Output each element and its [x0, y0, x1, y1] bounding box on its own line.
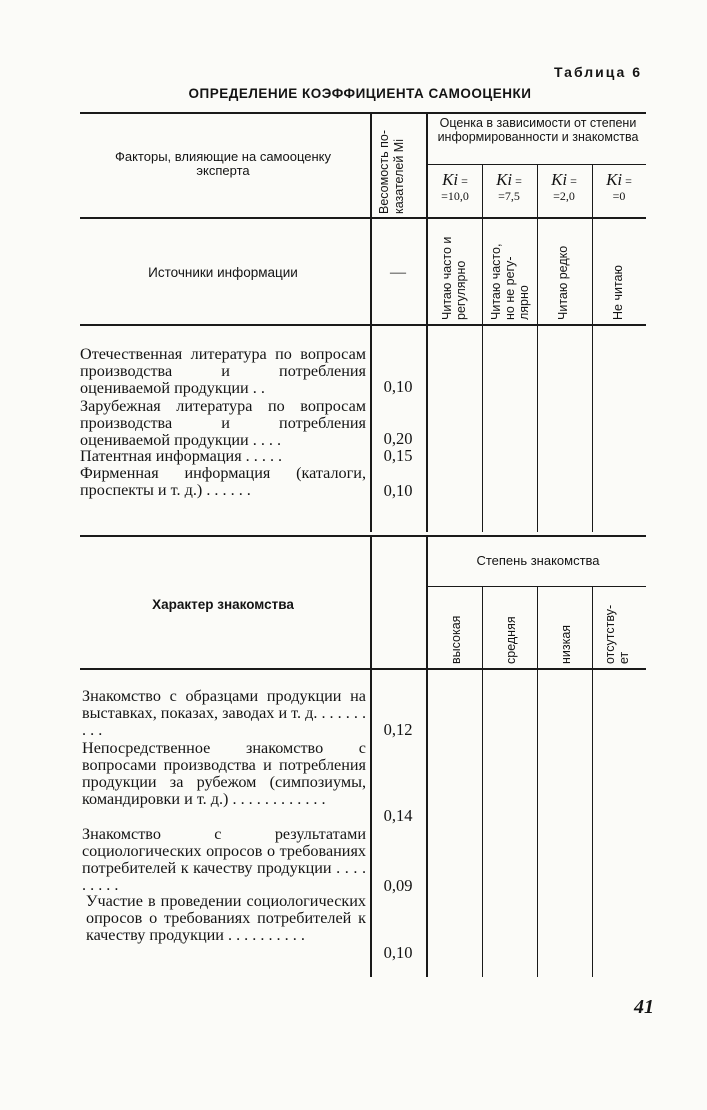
section1-title: Источники информации — [148, 265, 298, 280]
section1-label-4: Не читаю — [611, 265, 625, 320]
acquaintance-row-text: Знакомство с образцами продукции на выставках, показах, заводах и т. д. . . . . . . . . . — [82, 687, 366, 739]
source-row-weight: 0,20 — [383, 429, 413, 448]
source-row-text: Отечественная литература по вопросам производства и потребления оцениваемой продукции . . — [80, 345, 366, 397]
table-title: ОПРЕДЕЛЕНИЕ КОЭФФИЦИЕНТА САМООЦЕНКИ — [188, 86, 532, 101]
page-number: 41 — [634, 996, 654, 1018]
section1-label-3: Читаю редко — [556, 245, 570, 320]
section2-label-3: низкая — [559, 624, 573, 664]
k-value-4: Ki = =0 — [606, 170, 632, 203]
acquaintance-row-text: Непосредственное знакомство с вопросами производства и потребления продукции за рубежом (симпозиумы, командировки и т. д.) . . . . . . . . . . . . — [82, 739, 366, 808]
section2-title: Характер знакомства — [152, 597, 294, 612]
source-row-weight: 0,10 — [383, 377, 413, 396]
acquaintance-row-weight: 0,10 — [383, 943, 413, 962]
k-value-1: Ki = =10,0 — [441, 170, 469, 203]
factors-header: Факторы, влияющие на самооценку эксперта — [114, 149, 332, 178]
acquaintance-row-weight: 0,09 — [383, 876, 413, 895]
k-value-2: Ki = =7,5 — [496, 170, 522, 203]
degree-header: Степень знакомства — [476, 553, 600, 568]
section2-label-1: высокая — [449, 615, 463, 664]
weight-header: Весомость по- казателей Mi — [377, 129, 406, 214]
acquaintance-row-text: Участие в проведении социологических опросов о требованиях потребителей к качеству продукции . . . . . . . . . . — [86, 892, 366, 944]
section1-label-2: Читаю часто, но не регу- лярно — [489, 243, 531, 320]
source-row-weight: 0,15 — [383, 446, 413, 465]
section1-label-1: Читаю часто и регулярно — [440, 236, 468, 320]
section2-label-4: отсутству- ет — [603, 604, 631, 664]
source-row-weight: 0,10 — [383, 481, 413, 500]
section2-label-2: средняя — [504, 616, 518, 664]
source-row-text: Зарубежная литература по вопросам производства и потребления оцениваемой продукции . . . . — [80, 397, 366, 449]
section1-weight-dash: — — [390, 264, 406, 281]
acquaintance-row-text: Знакомство с результатами социологических опросов о требованиях потребителей к качеству продукции . . . . . . . . . — [82, 825, 366, 894]
acquaintance-row-weight: 0,14 — [383, 806, 413, 825]
table-label: Таблица 6 — [553, 64, 642, 80]
source-row-text: Патентная информация . . . . . — [80, 447, 283, 465]
source-row-text: Фирменная информация (каталоги, проспекты и т. д.) . . . . . . — [80, 464, 366, 499]
assessment-header: Оценка в зависимости от степени информированности и знакомства — [437, 116, 639, 144]
acquaintance-row-weight: 0,12 — [383, 720, 413, 739]
k-value-3: Ki = =2,0 — [551, 170, 577, 203]
